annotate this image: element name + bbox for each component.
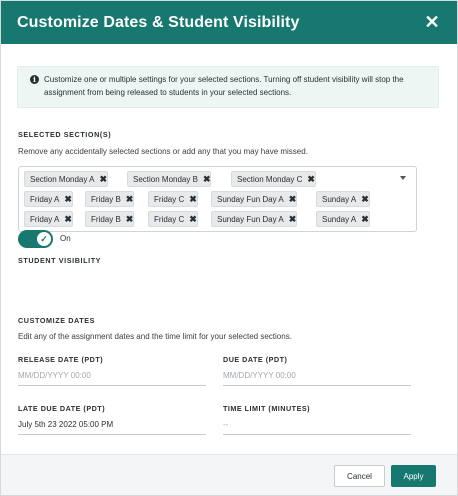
remove-chip-icon[interactable]: ✖ <box>189 193 197 204</box>
release-date-label: RELEASE DATE (PDT) <box>18 355 104 364</box>
info-text: Customize one or multiple settings for your selected sections. Turning off student visibility will stop the assignment from being released to students in your selected sections. <box>44 75 404 97</box>
remove-chip-icon[interactable]: ✖ <box>361 213 369 224</box>
info-icon: i <box>30 75 39 84</box>
chip-label: Section Monday C <box>237 174 303 184</box>
section-chip <box>85 191 134 207</box>
section-chip <box>231 171 316 187</box>
chip-label: Sunday A <box>322 214 357 224</box>
student-visibility-label: STUDENT VISIBILITY <box>18 256 102 265</box>
time-limit-field[interactable]: -- <box>223 417 411 435</box>
section-chip <box>85 211 134 227</box>
late-due-date-label: LATE DUE DATE (PDT) <box>18 404 106 413</box>
section-chip <box>24 171 108 187</box>
section-chip <box>24 211 73 227</box>
section-chip <box>211 211 297 227</box>
remove-chip-icon[interactable]: ✖ <box>288 193 297 204</box>
selected-sections-help: Remove any accidentally selected sections or add any that you may have missed. <box>18 147 308 156</box>
remove-chip-icon[interactable]: ✖ <box>307 173 315 184</box>
chip-label: Sunday Fun Day A <box>217 194 284 204</box>
remove-chip-icon[interactable]: ✖ <box>125 193 134 204</box>
remove-chip-icon[interactable]: ✖ <box>99 173 108 184</box>
chip-label: Friday A <box>30 194 60 204</box>
time-limit-label: TIME LIMIT (MINUTES) <box>223 404 311 413</box>
dialog-title: Customize Dates & Student Visibility <box>17 13 300 31</box>
section-chip <box>24 191 73 207</box>
selected-sections-label: SELECTED SECTION(S) <box>18 130 112 139</box>
student-visibility-toggle[interactable] <box>18 230 53 248</box>
sections-multiselect[interactable] <box>18 166 417 232</box>
cancel-button[interactable]: Cancel <box>334 465 385 487</box>
chevron-down-icon[interactable] <box>400 176 406 180</box>
dialog-body <box>1 44 457 454</box>
section-chip <box>148 191 198 207</box>
chip-label: Section Monday A <box>30 174 95 184</box>
apply-button[interactable]: Apply <box>391 465 436 487</box>
due-date-field[interactable]: MM/DD/YYYY 00:00 <box>223 368 411 386</box>
customize-dates-label: CUSTOMIZE DATES <box>18 316 96 325</box>
chip-label: Friday C <box>154 214 185 224</box>
remove-chip-icon[interactable]: ✖ <box>189 213 197 224</box>
section-chip <box>127 171 211 187</box>
remove-chip-icon[interactable]: ✖ <box>64 213 72 224</box>
chip-label: Friday B <box>91 214 121 224</box>
section-chip <box>316 191 370 207</box>
chip-label: Friday A <box>30 214 60 224</box>
section-chip <box>316 211 370 227</box>
remove-chip-icon[interactable]: ✖ <box>64 193 72 204</box>
info-banner <box>17 66 439 108</box>
section-chip <box>211 191 297 207</box>
remove-chip-icon[interactable]: ✖ <box>361 193 369 204</box>
remove-chip-icon[interactable]: ✖ <box>202 173 211 184</box>
dialog-footer <box>1 454 457 495</box>
chip-label: Sunday Fun Day A <box>217 214 284 224</box>
close-icon[interactable]: ✕ <box>424 11 440 32</box>
due-date-label: DUE DATE (PDT) <box>223 355 288 364</box>
remove-chip-icon[interactable]: ✖ <box>288 213 297 224</box>
dialog-header <box>1 1 457 44</box>
customize-dates-help: Edit any of the assignment dates and the time limit for your selected sections. <box>18 332 292 341</box>
chip-label: Section Monday B <box>133 174 198 184</box>
remove-chip-icon[interactable]: ✖ <box>125 213 134 224</box>
section-chip <box>148 211 198 227</box>
check-icon: ✓ <box>37 232 51 246</box>
release-date-field[interactable]: MM/DD/YYYY 00:00 <box>18 368 206 386</box>
chip-label: Sunday A <box>322 194 357 204</box>
chip-label: Friday C <box>154 194 185 204</box>
late-due-date-field[interactable]: July 5th 23 2022 05:00 PM <box>18 417 206 435</box>
toggle-state-label: On <box>60 234 71 243</box>
chip-label: Friday B <box>91 194 121 204</box>
